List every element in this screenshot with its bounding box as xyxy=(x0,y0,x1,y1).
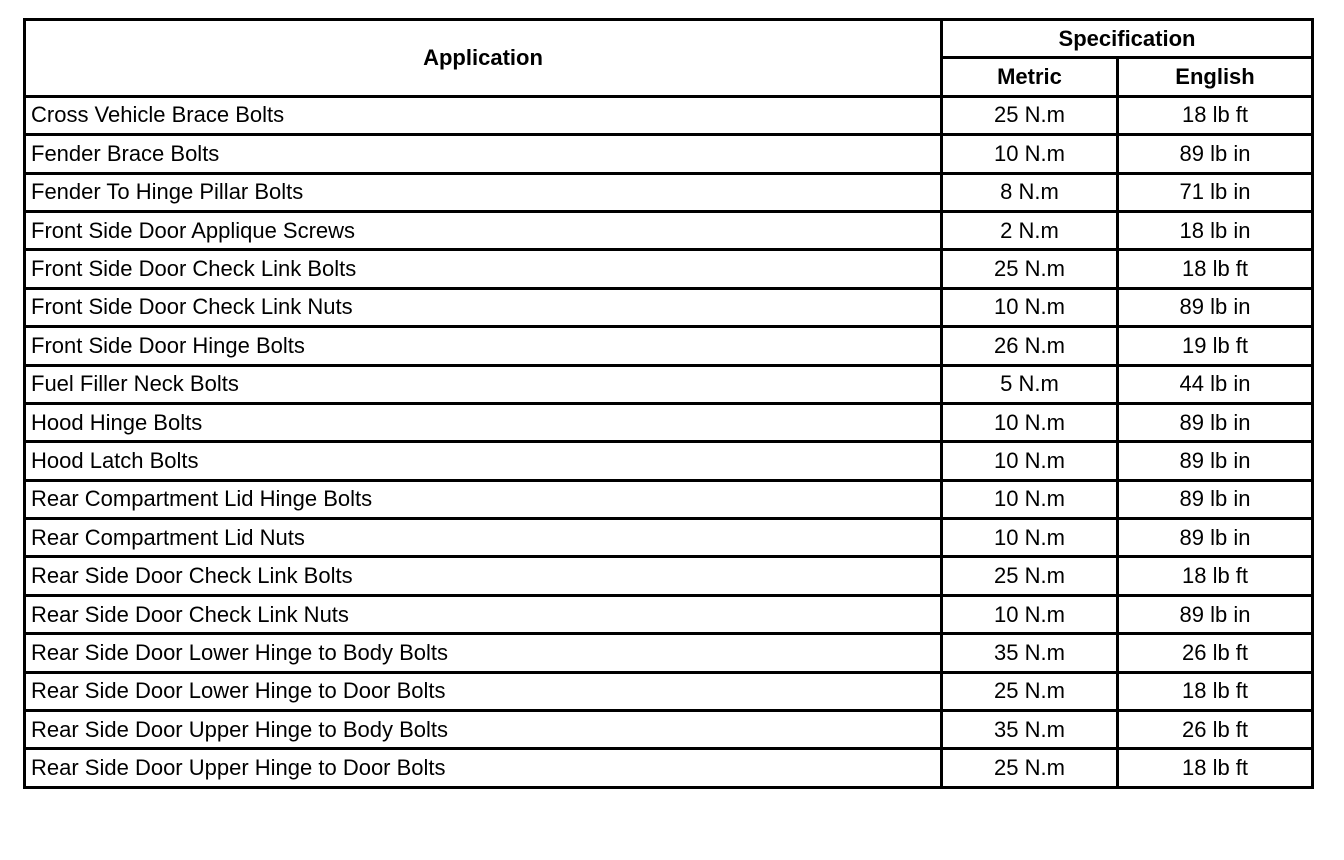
torque-spec-table xyxy=(23,18,1314,789)
application-cell: Hood Latch Bolts xyxy=(25,442,942,480)
english-cell: 89 lb in xyxy=(1118,403,1313,441)
metric-cell: 10 N.m xyxy=(942,519,1118,557)
metric-cell: 25 N.m xyxy=(942,672,1118,710)
english-cell: 18 lb ft xyxy=(1118,749,1313,787)
english-cell: 89 lb in xyxy=(1118,288,1313,326)
application-cell: Cross Vehicle Brace Bolts xyxy=(25,96,942,134)
application-cell: Rear Side Door Lower Hinge to Door Bolts xyxy=(25,672,942,710)
specification-header: Specification xyxy=(942,20,1313,58)
table-row xyxy=(25,288,1313,326)
metric-cell: 5 N.m xyxy=(942,365,1118,403)
table-row xyxy=(25,173,1313,211)
english-cell: 71 lb in xyxy=(1118,173,1313,211)
application-cell: Rear Compartment Lid Nuts xyxy=(25,519,942,557)
english-cell: 89 lb in xyxy=(1118,442,1313,480)
table-header xyxy=(25,20,1313,97)
application-cell: Fuel Filler Neck Bolts xyxy=(25,365,942,403)
application-cell: Front Side Door Applique Screws xyxy=(25,211,942,249)
application-header: Application xyxy=(25,20,942,97)
application-cell: Fender Brace Bolts xyxy=(25,135,942,173)
metric-cell: 25 N.m xyxy=(942,96,1118,134)
table-row xyxy=(25,480,1313,518)
metric-cell: 10 N.m xyxy=(942,288,1118,326)
english-cell: 19 lb ft xyxy=(1118,327,1313,365)
metric-cell: 10 N.m xyxy=(942,442,1118,480)
application-cell: Rear Side Door Check Link Bolts xyxy=(25,557,942,595)
metric-cell: 25 N.m xyxy=(942,749,1118,787)
english-cell: 89 lb in xyxy=(1118,135,1313,173)
metric-cell: 25 N.m xyxy=(942,557,1118,595)
application-cell: Front Side Door Hinge Bolts xyxy=(25,327,942,365)
english-cell: 89 lb in xyxy=(1118,480,1313,518)
table-row xyxy=(25,711,1313,749)
table-row xyxy=(25,403,1313,441)
english-cell: 26 lb ft xyxy=(1118,634,1313,672)
table-row xyxy=(25,634,1313,672)
metric-cell: 10 N.m xyxy=(942,480,1118,518)
table-row xyxy=(25,519,1313,557)
table-row xyxy=(25,327,1313,365)
metric-cell: 8 N.m xyxy=(942,173,1118,211)
header-row-top xyxy=(25,20,1313,58)
application-cell: Hood Hinge Bolts xyxy=(25,403,942,441)
metric-cell: 10 N.m xyxy=(942,595,1118,633)
metric-cell: 25 N.m xyxy=(942,250,1118,288)
application-cell: Rear Side Door Check Link Nuts xyxy=(25,595,942,633)
application-cell: Rear Side Door Upper Hinge to Door Bolts xyxy=(25,749,942,787)
table-row xyxy=(25,749,1313,787)
table-row xyxy=(25,557,1313,595)
application-cell: Rear Compartment Lid Hinge Bolts xyxy=(25,480,942,518)
metric-header: Metric xyxy=(942,58,1118,96)
metric-cell: 10 N.m xyxy=(942,403,1118,441)
application-cell: Fender To Hinge Pillar Bolts xyxy=(25,173,942,211)
table-row xyxy=(25,250,1313,288)
english-cell: 18 lb ft xyxy=(1118,250,1313,288)
metric-cell: 2 N.m xyxy=(942,211,1118,249)
application-cell: Front Side Door Check Link Bolts xyxy=(25,250,942,288)
english-cell: 18 lb ft xyxy=(1118,672,1313,710)
english-cell: 89 lb in xyxy=(1118,519,1313,557)
english-cell: 18 lb ft xyxy=(1118,557,1313,595)
table-body xyxy=(25,96,1313,787)
table-row xyxy=(25,365,1313,403)
metric-cell: 10 N.m xyxy=(942,135,1118,173)
application-cell: Rear Side Door Lower Hinge to Body Bolts xyxy=(25,634,942,672)
table-row xyxy=(25,96,1313,134)
metric-cell: 26 N.m xyxy=(942,327,1118,365)
application-cell: Rear Side Door Upper Hinge to Body Bolts xyxy=(25,711,942,749)
english-cell: 18 lb in xyxy=(1118,211,1313,249)
table-row xyxy=(25,211,1313,249)
table-row xyxy=(25,135,1313,173)
metric-cell: 35 N.m xyxy=(942,634,1118,672)
metric-cell: 35 N.m xyxy=(942,711,1118,749)
table-row xyxy=(25,672,1313,710)
english-cell: 89 lb in xyxy=(1118,595,1313,633)
english-header: English xyxy=(1118,58,1313,96)
table-row xyxy=(25,442,1313,480)
table-row xyxy=(25,595,1313,633)
english-cell: 44 lb in xyxy=(1118,365,1313,403)
english-cell: 18 lb ft xyxy=(1118,96,1313,134)
application-cell: Front Side Door Check Link Nuts xyxy=(25,288,942,326)
english-cell: 26 lb ft xyxy=(1118,711,1313,749)
